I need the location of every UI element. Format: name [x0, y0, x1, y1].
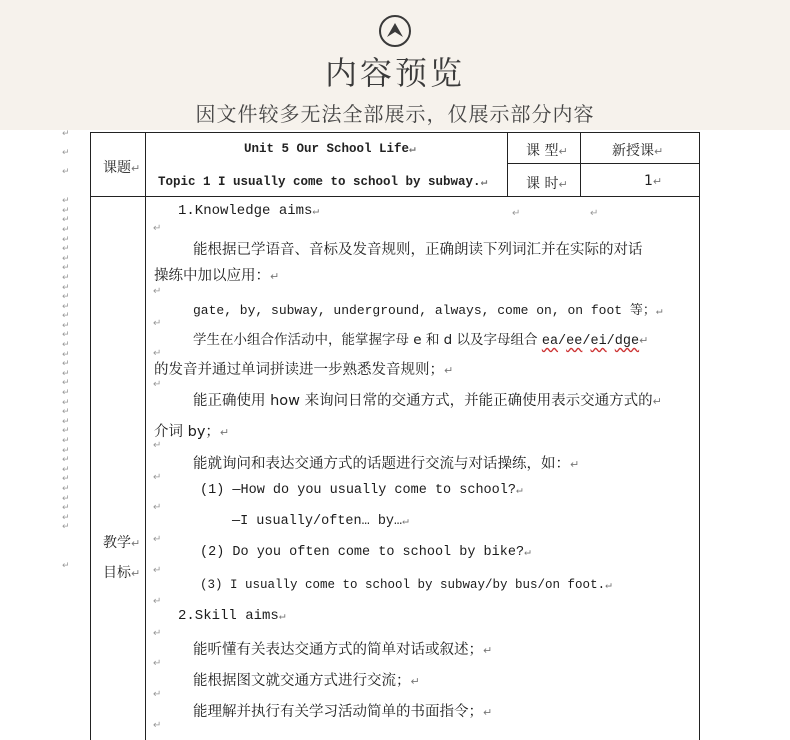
teaching-goals-label-2: 目标↵ [103, 565, 141, 581]
dialogue-practice-para: 能就询问和表达交通方式的话题进行交流与对话操练，如：↵ [193, 456, 580, 472]
preview-subtitle: 因文件较多无法全部展示，仅展示部分内容 [195, 102, 595, 126]
skill-line-1: 能听懂有关表达交通方式的简单对话或叙述；↵ [193, 642, 493, 658]
topic-title: Topic 1 I usually come to school by subway.↵ [158, 175, 488, 189]
skill-aims-heading: 2.Skill aims↵ [178, 608, 286, 624]
skill-line-2: 能根据图文就交通方式进行交流；↵ [193, 673, 420, 689]
class-hours-label: 课 时↵ [526, 176, 568, 192]
lesson-plan-table: 课题↵ Unit 5 Our School Life↵ Topic 1 I usually come to school by subway.↵ 课 型↵ 新授课↵ 课 时↵ 1↵ 教学↵ 目标↵ 1.Knowledge aims↵ ↵ ↵ ↵ 能根据已学语音、音标及发音规则，正确朗读下列词汇并在实际的对话 操练中加以应用：↵ ↵ gate, by, subway, underground, always, come on, on foot 等；↵ ↵ 学生在小组合作活动中，能掌握字母 e 和 d 以及字母组合 ea/ee/ei/dge↵ ↵ 的发音并通过单词拼读进一步熟悉发音规则；↵ ↵ 能正确使用 how 来询问日常的交通方式，并能正确使用表示交通方式的↵ 介词 by；↵ ↵ 能就询问和表达交通方式的话题进行交流与对话操练，如：↵ ↵ (1) —How do you usually come to school?↵ ↵ —I usually/often… by…↵ ↵ (2) Do you often come to school by bike?↵ ↵ (3) I usually come to school by subway/by bus/on foot.↵ ↵ 2.Skill aims↵ ↵ 能听懂有关表达交通方式的简单对话或叙述；↵ ↵ 能根据图文就交通方式进行交流；↵ ↵ 能理解并执行有关学习活动简单的书面指令；↵ ↵ [0, 130, 790, 740]
phonics-para-a: 学生在小组合作活动中，能掌握字母 e 和 d 以及字母组合 ea/ee/ei/dge↵ [193, 332, 649, 349]
paragraph-marks-column: ↵ ↵ ↵ ↵ ↵ ↵ ↵ ↵ ↵ ↵ ↵ ↵ ↵ ↵ ↵ ↵ ↵ ↵ ↵ ↵ ↵ ↵ ↵ ↵ ↵ ↵ ↵ ↵ ↵ ↵ ↵ ↵ ↵ ↵ ↵ ↵ ↵ ↵ ↵ [62, 130, 70, 571]
knowledge-para-1a: 能根据已学语音、音标及发音规则，正确朗读下列词汇并在实际的对话 [193, 242, 643, 258]
preview-title: 内容预览 [324, 54, 465, 92]
topic-label: 课题↵ [103, 160, 141, 176]
unit-title: Unit 5 Our School Life↵ [244, 142, 416, 156]
vocabulary-list: gate, by, subway, underground, always, come on, on foot 等；↵ [193, 303, 663, 318]
lesson-type-value: 新授课↵ [612, 143, 664, 159]
up-arrow-logo-icon [378, 14, 412, 48]
class-hours-value: 1↵ [644, 173, 663, 189]
how-usage-para-a: 能正确使用 how 来询问日常的交通方式，并能正确使用表示交通方式的↵ [193, 393, 662, 409]
example-2: (2) Do you often come to school by bike?↵ [200, 545, 531, 560]
example-1-answer: —I usually/often… by…↵ [232, 514, 409, 529]
phonics-para-b: 的发音并通过单词拼读进一步熟悉发音规则；↵ [154, 362, 454, 378]
lesson-type-label: 课 型↵ [526, 143, 568, 159]
knowledge-aims-heading: 1.Knowledge aims↵ [178, 203, 320, 219]
preview-header [0, 0, 790, 130]
knowledge-para-1b: 操练中加以应用：↵ [154, 268, 280, 284]
teaching-goals-label-1: 教学↵ [103, 535, 141, 551]
skill-line-3: 能理解并执行有关学习活动简单的书面指令；↵ [193, 704, 493, 720]
example-3: (3) I usually come to school by subway/by bus/on foot.↵ [200, 578, 612, 592]
how-usage-para-b: 介词 by；↵ [154, 424, 230, 440]
document-page [0, 130, 790, 740]
example-1-question: (1) —How do you usually come to school?↵ [200, 483, 523, 498]
